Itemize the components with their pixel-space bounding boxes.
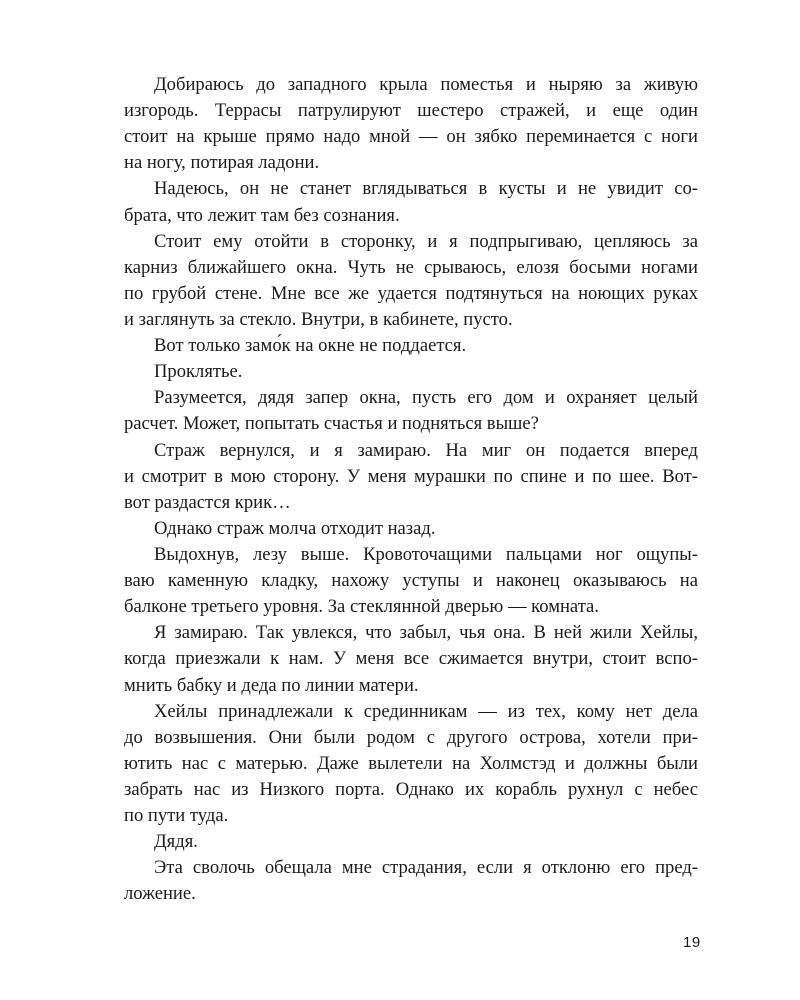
text-line: ютить нас с матерью. Даже вылетели на Холмстэд и должны были (124, 752, 698, 774)
text-line: когда приезжали к нам. У меня все сжимается внутри, стоит вспо- (124, 648, 698, 670)
page-number: 19 (683, 934, 701, 951)
text-line: стоит на крыше прямо надо мной — он зябко переминается с ноги (124, 126, 698, 148)
paragraph (124, 855, 698, 907)
paragraph (124, 699, 698, 830)
text-line: Добираюсь до западного крыла поместья и ныряю за живую (154, 74, 698, 95)
text-line: и заглянуть за стекло. Внутри, в кабинете, пусто. (124, 308, 513, 330)
text-line: брата, что лежит там без сознания. (124, 204, 400, 226)
text-line: Проклятье. (154, 361, 243, 383)
text-line: изгородь. Террасы патрулируют шестеро стражей, и еще один (124, 100, 698, 122)
text-line: ложение. (124, 883, 196, 905)
text-line: до возвышения. Они были родом с другого острова, хотели при- (124, 726, 698, 748)
paragraph (124, 385, 698, 437)
text-line: вот раздастся крик… (124, 491, 291, 513)
paragraph (124, 620, 698, 698)
text-line: Выдохнув, лезу выше. Кровоточащими пальцами ног ощупы- (154, 543, 698, 565)
body-text (124, 72, 698, 908)
text-line: Вот только замо́к на окне не поддается. (154, 335, 467, 357)
text-line: Страж вернулся, и я замираю. На миг он подается вперед (154, 439, 698, 461)
text-line: по грубой стене. Мне все же удается подтянуться на ноющих руках (124, 282, 698, 304)
text-line: балконе третьего уровня. За стеклянной дверью — комната. (124, 596, 599, 618)
text-line: забрать нас из Низкого порта. Однако их корабль рухнул с небес (124, 778, 698, 800)
paragraph (124, 516, 698, 542)
text-line: по пути туда. (124, 805, 229, 827)
text-line: Хейлы принадлежали к срединникам — из тех, кому нет дела (154, 700, 698, 722)
text-line: Надеюсь, он не станет вглядываться в кусты и не увидит со- (154, 178, 698, 200)
text-line: расчет. Может, попытать счастья и подняться выше? (124, 413, 539, 435)
text-line: Стоит ему отойти в сторонку, и я подпрыгиваю, цепляюсь за (154, 230, 698, 252)
paragraph (124, 333, 698, 359)
text-line: Разумеется, дядя запер окна, пусть его дом и охраняет целый (154, 387, 698, 409)
text-line: и смотрит в мою сторону. У меня мурашки по спине и по шее. Вот- (124, 465, 698, 487)
paragraph (124, 72, 698, 176)
paragraph (124, 829, 698, 855)
text-line: мнить бабку и деда по линии матери. (124, 674, 419, 696)
text-line: Эта сволочь обещала мне страдания, если я отклоню его пред- (154, 857, 698, 879)
text-line: Я замираю. Так увлекся, что забыл, чья она. В ней жили Хейлы, (154, 622, 698, 644)
paragraph (124, 542, 698, 620)
paragraph (124, 176, 698, 228)
paragraph (124, 359, 698, 385)
paragraph (124, 438, 698, 516)
text-line: ваю каменную кладку, нахожу уступы и наконец оказываюсь на (124, 570, 698, 592)
text-line: на ногу, потирая ладони. (124, 152, 320, 174)
text-line: карниз ближайшего окна. Чуть не срываюсь, елозя босыми ногами (124, 256, 698, 278)
text-line: Дядя. (154, 831, 198, 853)
text-line: Однако страж молча отходит назад. (154, 517, 436, 539)
paragraph (124, 229, 698, 333)
